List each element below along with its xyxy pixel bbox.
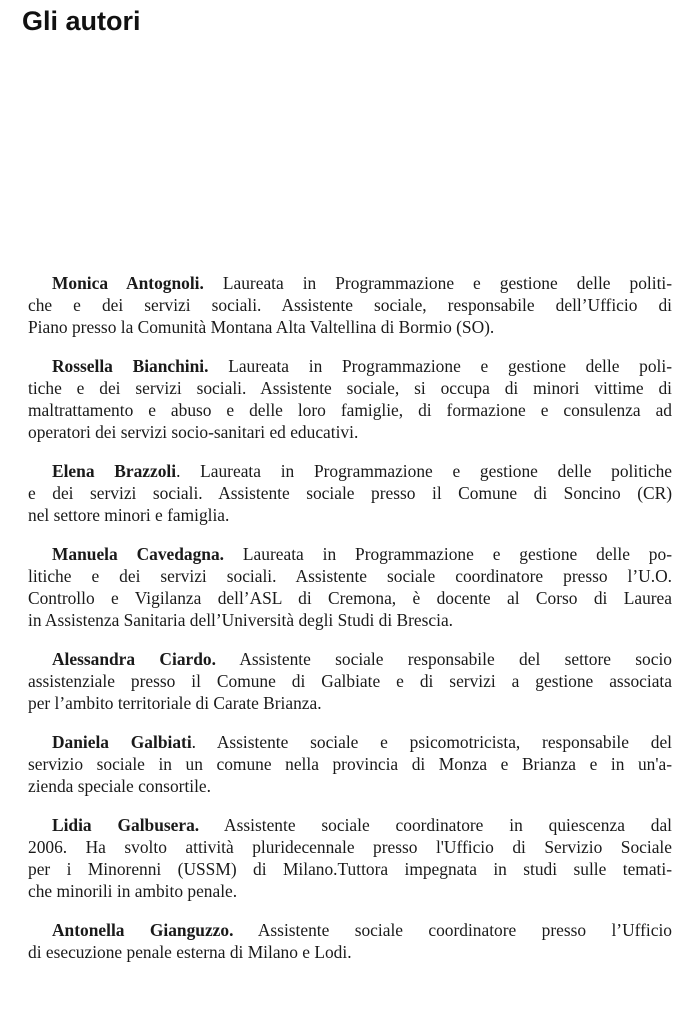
author-name: Daniela Galbiati — [52, 732, 192, 752]
author-entry — [28, 543, 672, 631]
author-bio-text: Assistente sociale coordinatore presso l’Ufficio — [257, 920, 672, 940]
author-bio-line — [28, 272, 672, 294]
author-bio-line — [28, 775, 672, 797]
author-bio-line — [28, 836, 672, 858]
author-bio-text: Assistente sociale coordinatore in quiescenza dal — [224, 815, 673, 835]
author-bio-line — [28, 543, 672, 565]
author-bio-text: che minorili in ambito penale. — [28, 881, 238, 901]
author-bio-text: in Assistenza Sanitaria dell’Università degli Studi di Brescia. — [28, 610, 454, 630]
author-bio-text: litiche e dei servizi sociali. Assistente sociale coordinatore presso l’U.O. — [28, 566, 672, 586]
author-bio-line — [28, 399, 672, 421]
author-bio-line — [28, 504, 672, 526]
author-bio-text: tiche e dei servizi sociali. Assistente sociale, si occupa di minori vittime di — [28, 378, 672, 398]
author-bio-line — [28, 482, 672, 504]
author-name: Rossella Bianchini. — [52, 356, 209, 376]
author-name: Alessandra Ciardo. — [52, 649, 216, 669]
author-entry — [28, 731, 672, 797]
author-bio-line — [28, 941, 672, 963]
author-bio-text: Laureata in Programmazione e gestione delle poli- — [228, 356, 672, 376]
author-bio-line — [28, 377, 672, 399]
author-name: Elena Brazzoli — [52, 461, 177, 481]
author-bio-text: nel settore minori e famiglia. — [28, 505, 230, 525]
author-name: Antonella Gianguzzo. — [52, 920, 234, 940]
author-bio-text: operatori dei servizi socio-sanitari ed educativi. — [28, 422, 359, 442]
author-entry — [28, 919, 672, 963]
author-bio-text: servizio sociale in un comune nella provincia di Monza e Brianza e in un'a- — [28, 754, 672, 774]
author-bio-line — [28, 753, 672, 775]
author-bio-text: zienda speciale consortile. — [28, 776, 212, 796]
author-bio-line — [28, 731, 672, 753]
author-bio-line — [28, 814, 672, 836]
author-entry — [28, 814, 672, 902]
author-bio-line — [28, 316, 672, 338]
author-bio-text: Laureata in Programmazione e gestione delle po- — [242, 544, 672, 564]
author-bio-text: Assistente sociale responsabile del settore socio — [239, 649, 672, 669]
author-bio-line — [28, 565, 672, 587]
author-name: Manuela Cavedagna. — [52, 544, 225, 564]
author-bio-text: che e dei servizi sociali. Assistente sociale, responsabile dell’Ufficio di — [28, 295, 672, 315]
author-bio-text: maltrattamento e abuso e delle loro famiglie, di formazione e consulenza ad — [28, 400, 672, 420]
author-bio-line — [28, 355, 672, 377]
author-bio-text: per l’ambito territoriale di Carate Brianza. — [28, 693, 322, 713]
author-entry — [28, 355, 672, 443]
author-bio-line — [28, 587, 672, 609]
author-bio-text: Piano presso la Comunità Montana Alta Valtellina di Bormio (SO). — [28, 317, 495, 337]
page-title: Gli autori — [22, 6, 141, 36]
author-bio-line — [28, 692, 672, 714]
author-entry — [28, 272, 672, 338]
author-bio-line — [28, 670, 672, 692]
author-entry — [28, 460, 672, 526]
author-bio-line — [28, 294, 672, 316]
author-name: Monica Antognoli. — [52, 273, 204, 293]
author-bio-line — [28, 880, 672, 902]
author-bio-line — [28, 609, 672, 631]
author-bio-text: Controllo e Vigilanza dell’ASL di Cremona, è docente al Corso di Laurea — [28, 588, 672, 608]
author-bio-line — [28, 421, 672, 443]
author-bio-line — [28, 919, 672, 941]
author-bio-text: assistenziale presso il Comune di Galbiate e di servizi a gestione associata — [28, 671, 672, 691]
author-list — [28, 272, 672, 980]
author-bio-text: . Assistente sociale e psicomotricista, responsabile del — [191, 732, 672, 752]
author-bio-text: di esecuzione penale esterna di Milano e Lodi. — [28, 942, 352, 962]
author-bio-text: . Laureata in Programmazione e gestione delle politiche — [176, 461, 672, 481]
author-bio-line — [28, 460, 672, 482]
author-bio-text: Laureata in Programmazione e gestione delle politi- — [222, 273, 673, 293]
author-bio-text: 2006. Ha svolto attività pluridecennale presso l'Ufficio di Servizio Sociale — [28, 837, 672, 857]
author-bio-text: per i Minorenni (USSM) di Milano.Tuttora impegnata in studi sulle temati- — [28, 859, 672, 879]
author-bio-line — [28, 648, 672, 670]
author-bio-text: e dei servizi sociali. Assistente sociale presso il Comune di Soncino (CR) — [28, 483, 672, 503]
author-bio-line — [28, 858, 672, 880]
author-entry — [28, 648, 672, 714]
author-name: Lidia Galbusera. — [52, 815, 200, 835]
